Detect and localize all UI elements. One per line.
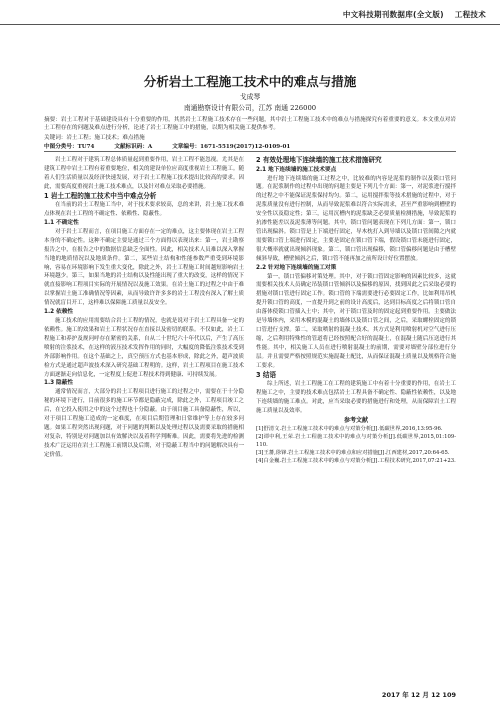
section-heading-1: 1 岩土工程的施工技术中当中难点分析 [44,191,157,200]
article-number: 文章编号：1671-5519(2017)12-0109-01 [172,144,291,150]
subsection-heading-2-2: 2.2 针对地下连续墙的施工对策 [256,264,337,271]
document-code: 文献标识码：A [114,144,153,150]
reference-item: [3]王蕃,徐锋.岩土工程施工技术中的难点和应对措施[J].江西建材,2017,20:64-65. [256,450,450,457]
journal-title: 中文科技期刊数据库(全文版) [342,10,444,19]
divider [44,151,456,152]
body-paragraph: 第一，锁口管偏移对策处理。其中，对于锁口管固定影响的因素比较多，这就需要相关技术人员确定吊装锁口管倾斜以及偏移的原因，找到因此之后采取必要的措施对锁口管进行固定工作。锁口管的下端需要进行必要固定工作，比如利用吊机提升锁口管的高度，一直提升到之前的设计高度后，达到目标高度之后将锁口管自由落体使锁口管插入土中；其中，对于锁口管及时的固定起到重要作用。主要做法是导墙体内，采用木模的混凝土的墙体以及锁口管之间，之后，采取螺栓固定的锁口管进行支撑。第二，采取喷射的混凝土技术。其方式是利用喷射机对空气进行压缩，之后利用特殊性的管道将已经按照配合好的混凝土，在混凝土随后压送进行其性能。其中，相关施工人员在进行喷射混凝土的前期，需要对墙壁分部位进行分层。并且需要严格按照规范实施混凝土配比，从而保证混凝土质量以及规格符合施工要求。 [256,273,456,369]
conclusion-paragraph: 综上所述，岩土工程施工在工程的建筑施工中有着十分重要的作用，在岩土工程施工之中，主要的技术难点包括岩土工程具备不确定性、隐蔽性依赖性，以及地下连续墙的施工难点。对此，应当采取必要的措施进行和处理，从而保障岩土工程施工质量以及效率。 [256,381,456,414]
reference-item: [1]舒清文.岩土工程施工技术中的难点与对策分析[J].低碳世界,2016,13:95-96. [256,425,443,432]
references-heading: 参考文献 [343,416,368,424]
article-title: 分析岩土工程施工技术中的难点与措施 [143,74,357,89]
abstract: 摘要：岩土工程对于基础建设具有十分重要的作用，其然岩土工程施工技术存在一些问题，其中岩土工程施工技术中的难点与措施探究有着重要的意义。本文重点对岩土工程存在的问题及难点进行分析，论述了岩土工程施工中的措施，以期为相关施工提供参考。 [44,117,456,132]
body-paragraph: 通常情况而言，大部分的岩土工程项目进行施工的过程之中，需要在于十分隐秘的环境下进行，目前很多的施工环节都是隐蔽完成，除此之外，工程项目竣工之后，在它投入使用之中的这个过程也十分隐蔽。由于项目施工具备隐蔽性，所以，对于项目工程施工造成的一定难度，在项目后期管理和日常维护等上存在较多问题。如果工程突然出现问题，对于问题的判断以及处理过程以及需要采取的措施相对复杂，特别是对问题加以有效解决以及着科学判断难。因此，需要将先进的检测技术广泛运用在岩土工程施工前期以及后期，对于隐蔽工程当中的问题解决具有一定价值。 [44,389,244,458]
body-paragraph: 施工技术的应用需要结合岩土工程的情况，也就是说对于岩土工程具备一定的依赖性。施工的效果和岩土工程状况存在直接以及密切的联系。不仅如此，岩土工程施工和养护及规问呼存在紧密的关系，自从二十世纪六十年代以后，产生了高压喷射的注浆技术，在这样的液压技术发挥作用的同时，大幅度的降低注浆技术受到外部影响作用。在这个基础之上，真空预压方式也基本形成，除此之外，超声波质检方式是通过超声波技术深入研究基础工程明的。这样，岩土工程项目在施工技术方面逐渐走向信息化，一定程度上促进工程技术得到健康、可持续发展。 [44,318,244,378]
article-meta [44,142,456,150]
author-name: 戈成琴 [239,93,261,101]
reference-item: [4]白金巍.岩土工程施工技术中的难点与对策分析[J].工程技术研究,2017,07:21+23. [256,458,456,465]
subsection-heading-1-1: 1.1 不确定性 [44,219,79,226]
section-heading-3: 3 结语 [256,370,277,379]
reference-item: [2]谭中利,王荣.岩土工程施工技术中的难点与对策分析[J].低碳世界,2015,01:109-110. [256,433,456,449]
body-paragraph: 在当前的岩土工程施工当中，对于技术要求较高，总的来讲，岩土施工技术难点体现在岩土工程的不确定性、依赖性、隐蔽性。 [44,202,244,218]
page-footer: 2017 年 12 月 12 109 [381,691,456,699]
subsection-heading-2-1: 2.1 地下连续墙的施工技术要点 [256,166,337,173]
left-column [44,156,244,460]
intro-paragraph: 岩土工程对于建筑工程总体质量起到重要作用，岩土工程不能忽视。尤其是在建筑工程中岩土工程有着重要地位，相关的建设单位应高度重视岩土工程施工。随着人们生活质量以及经济快速发展，对于岩土工程施工技术提出比较高的要求。因此，需要高度重视岩土施工技术难点，以及针对难点采取必要措施。 [44,157,244,190]
subsection-heading-1-2: 1.2 依赖性 [44,309,74,316]
running-header [0,0,500,25]
clc-number: 中图分类号：TU74 [44,144,95,150]
section-name: 工程技术 [454,10,486,19]
section-heading-2: 2 有效处理地下连续墙的施工技术措施研究 [256,156,382,164]
journal-name [335,9,486,20]
subsection-heading-1-3: 1.3 隐蔽性 [44,380,74,387]
author-affiliation: 南通勘察设计有限公司，江苏 南通 226000 [183,104,317,112]
body-paragraph: 对于岩土工程而言，在项目施工方面存在一定的难点，这主要体现在岩土工程本身的不确定性。这种不确定主要是通过三个方面得以表现出来：第一，岩土勘察报告之中，在报告之中的数据信息缺乏全面性。因此，相关技术人员难以深入掌握当地的地质情况以及地质条件。第二，某些岩土结构和性能参数严重受到环境影响，容易在环境影响下发生重大变化，除此之外，岩土工程施工时间越短影响岩土环境越少。第三，如果当地的岩土结构以及性能出现了重大的改变，这样的情况下就直接影响工程项目实际的开展情况以及施工效果。在岩土施工的过程之中由于难以掌握岩土施工准确情况等因素，从而导致许许多多的岩土工程没有深入了解土质情况就盲目开工，这样难以保障施工质量以及安全。 [44,228,244,307]
keywords: 关键词：岩土工程；施工技术；难点措施 [44,135,145,141]
body-paragraph: 进行地下连续墙的施工过程之中，比较难的内容是泥浆的制作以及锁口管问题。在泥浆制作的过程中出现的问题主要是下列几个方面：第一，对泥浆进行搅拌的过程之中不能保证泥浆保持均匀。第二，运用搅拌浆等技术措施的过程中，对于泥浆质量没有进行控制，从而导致泥浆难以符合实际需求，甚至严重影响到槽壁的安全性以及稳定性；第三，运用沉槽内的泥浆缺乏必要质量检测措施，导致泥浆的抗渗性能差以及泥浆薄等问题。其中，锁口管问题表现在下列几方面：第一，锁口管出现偏斜。锁口管是上下端进行固定，导木枕打入到导墙以及锁口管间隙之内就需要锁口管上端进行固定，主要是固定在锁口管下端，假设锁口管未能进行固定，很大概率就就出现倾斜现象。第二，锁口管出现偏移，锁口管偏移问题是由于槽壁倾斜导致，槽壁倾斜之后，锁口管不能再加之前所设计好位置摆放。 [256,175,456,262]
right-column [256,156,456,466]
